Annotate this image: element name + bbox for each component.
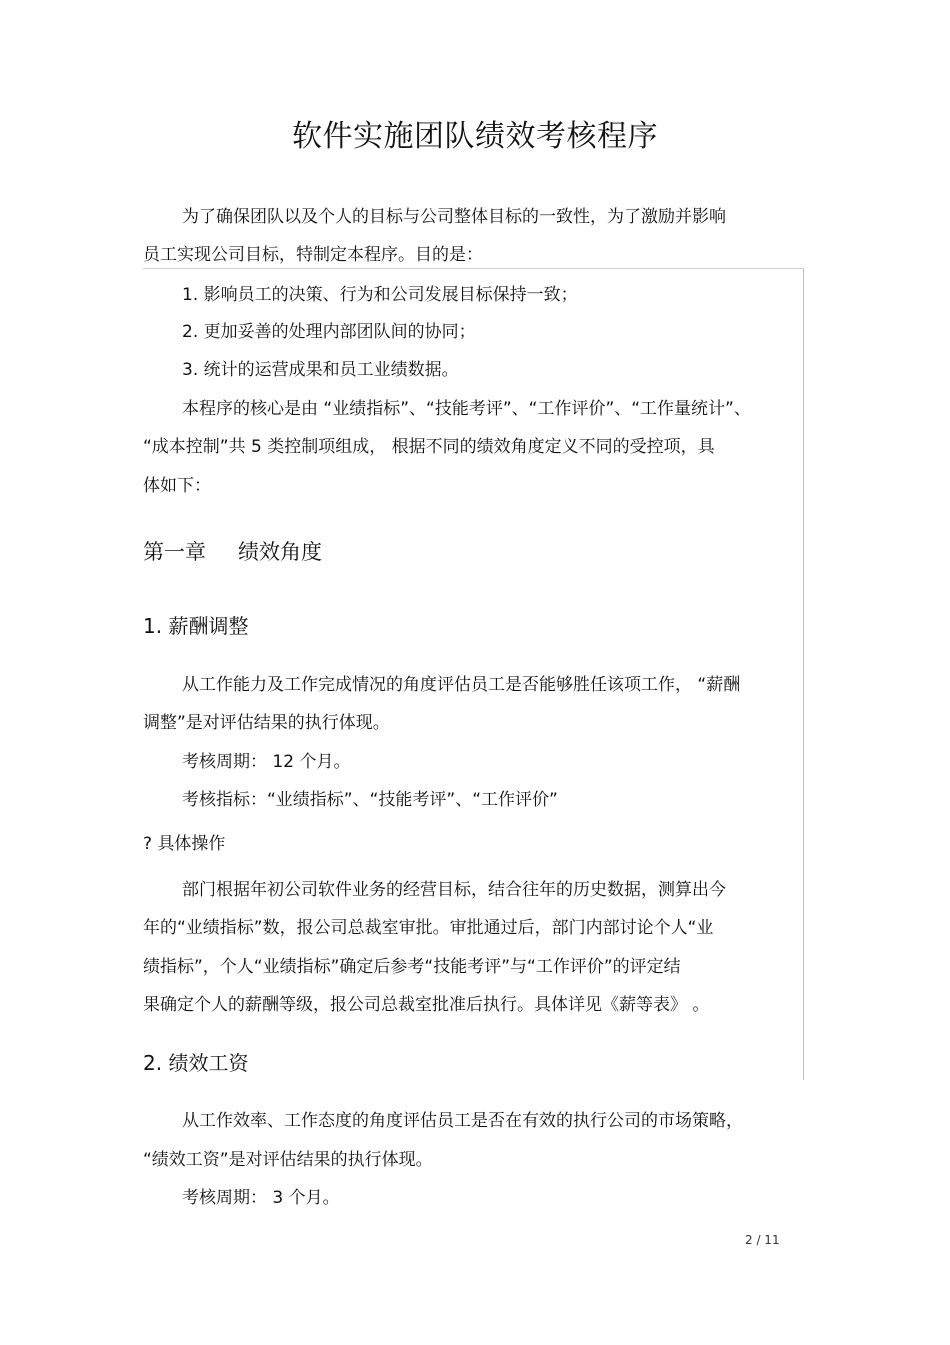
operation-line-2: 年的“业绩指标”数，报公司总裁室审批。审批通过后，部门内部讨论个人“业	[143, 918, 714, 938]
goal-item-2: 2. 更加妥善的处理内部团队间的协同；	[182, 322, 476, 342]
chapter-title: 绩效角度	[238, 540, 322, 564]
page-number: 2 / 11	[745, 1233, 780, 1247]
core-paragraph-line-3: 体如下：	[143, 476, 211, 496]
section-2-desc-line-2: “绩效工资”是对评估结果的执行体现。	[143, 1150, 433, 1170]
intro-line-1: 为了确保团队以及个人的目标与公司整体目标的一致性，为了激励并影响	[182, 207, 726, 227]
section-2-heading: 2. 绩效工资	[143, 1051, 249, 1075]
operation-line-1: 部门根据年初公司软件业务的经营目标，结合往年的历史数据，测算出今	[182, 880, 726, 900]
section-1-cycle: 考核周期： 12 个月。	[182, 752, 351, 772]
section-1-indicators: 考核指标：“业绩指标”、“技能考评”、“工作评价”	[182, 790, 558, 810]
section-2-desc-line-1: 从工作效率、工作态度的角度评估员工是否在有效的执行公司的市场策略，	[182, 1111, 743, 1131]
chapter-label: 第一章	[143, 540, 206, 564]
section-1-desc-line-1: 从工作能力及工作完成情况的角度评估员工是否能够胜任该项工作， “薪酬	[182, 675, 741, 695]
core-paragraph-line-1: 本程序的核心是由 “业绩指标”、“技能考评”、“工作评价”、“工作量统计”、	[182, 399, 751, 419]
core-paragraph-line-2: “成本控制”共 5 类控制项组成， 根据不同的绩效角度定义不同的受控项，具	[143, 437, 715, 457]
chapter-heading	[143, 537, 322, 567]
intro-line-2: 员工实现公司目标，特制定本程序。目的是：	[143, 245, 483, 265]
section-2-cycle: 考核周期： 3 个月。	[182, 1188, 340, 1208]
document-title: 软件实施团队绩效考核程序	[292, 119, 658, 154]
operation-line-3: 绩指标”，个人“业绩指标”确定后参考“技能考评”与“工作评价”的评定结	[143, 957, 681, 977]
operation-line-4: 果确定个人的薪酬等级，报公司总裁室批准后执行。具体详见《薪等表》 。	[143, 995, 710, 1015]
section-1-desc-line-2: 调整”是对评估结果的执行体现。	[143, 713, 390, 733]
section-1-heading: 1. 薪酬调整	[143, 614, 249, 638]
goal-item-1: 1. 影响员工的决策、行为和公司发展目标保持一致；	[182, 285, 578, 305]
operation-heading: ? 具体操作	[143, 834, 226, 854]
goal-item-3: 3. 统计的运营成果和员工业绩数据。	[182, 360, 459, 380]
